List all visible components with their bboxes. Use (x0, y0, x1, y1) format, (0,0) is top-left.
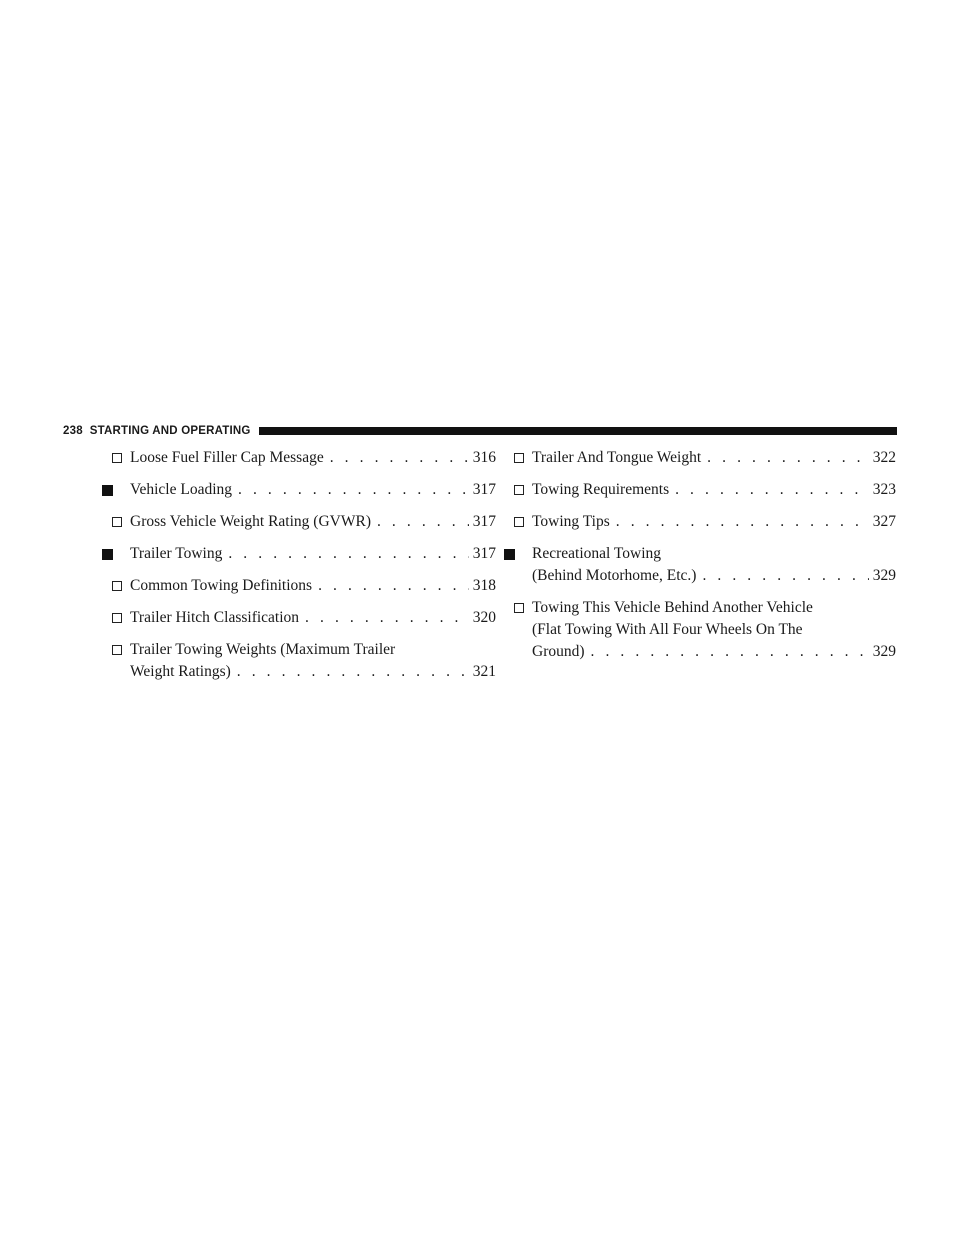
hollow-square-bullet-icon (112, 645, 122, 655)
toc-entry-last-line (130, 661, 496, 683)
toc-entry-title-line: Loose Fuel Filler Cap Message (130, 449, 324, 466)
square-bullet-icon (102, 485, 113, 496)
toc-entry-page-number: 316 (472, 449, 496, 466)
hollow-square-bullet-icon (514, 453, 524, 463)
toc-entry-last-line (130, 511, 496, 533)
toc-entry-last-line (130, 607, 496, 629)
toc-entry-page-number: 317 (472, 513, 496, 530)
hollow-square-bullet-icon (112, 453, 122, 463)
toc-entry[interactable] (106, 511, 496, 533)
dot-leader (616, 511, 869, 533)
toc-entry-title-line: Gross Vehicle Weight Rating (GVWR) (130, 513, 371, 530)
hollow-square-bullet-icon (514, 485, 524, 495)
toc-entry-last-line (532, 511, 896, 533)
toc-entry-title-line: Vehicle Loading (130, 481, 233, 498)
dot-leader (675, 479, 869, 501)
toc-entry-title-line: (Behind Motorhome, Etc.) (532, 567, 697, 584)
toc-entry-title-line: Common Towing Definitions (130, 577, 313, 594)
toc-entry[interactable] (508, 479, 896, 501)
toc-entry-title-line: Recreational Towing (532, 545, 662, 562)
toc-entry-title-line: Towing Requirements (532, 481, 670, 498)
toc-entry[interactable] (508, 543, 896, 587)
dot-leader (305, 607, 469, 629)
toc-entry-last-line (532, 479, 896, 501)
toc-entry-title-line: (Flat Towing With All Four Wheels On The (532, 621, 803, 638)
hollow-square-bullet-icon (112, 517, 122, 527)
toc-entry[interactable] (106, 479, 496, 501)
dot-leader (318, 575, 469, 597)
page-header (63, 423, 897, 439)
hollow-square-bullet-icon (514, 603, 524, 613)
toc-entry-page-number: 322 (872, 449, 896, 466)
dot-leader (707, 447, 869, 469)
square-bullet-icon (102, 549, 113, 560)
toc-entry-last-line (532, 641, 896, 663)
toc-column-left (106, 447, 496, 693)
dot-leader (330, 447, 469, 469)
toc-entry-page-number: 321 (472, 663, 496, 680)
toc-entry-page-number: 329 (872, 567, 896, 584)
dot-leader (237, 661, 469, 683)
toc-entry-last-line (130, 543, 496, 565)
toc-entry-title-line: Weight Ratings) (130, 663, 231, 680)
toc-entry-page-number: 318 (472, 577, 496, 594)
page-number: 238 (63, 425, 83, 437)
toc-entry-title-line: Ground) (532, 643, 585, 660)
toc-entry-page-number: 317 (472, 545, 496, 562)
toc-entry[interactable] (106, 543, 496, 565)
toc-entry-page-number: 317 (472, 481, 496, 498)
toc-entry[interactable] (508, 447, 896, 469)
dot-leader (377, 511, 469, 533)
toc-entry-last-line (130, 479, 496, 501)
toc-entry[interactable] (106, 639, 496, 683)
toc-entry-page-number: 320 (472, 609, 496, 626)
toc-column-right (508, 447, 896, 673)
toc-entry-last-line (130, 575, 496, 597)
dot-leader (702, 565, 868, 587)
header-rule (259, 427, 897, 435)
toc-entry[interactable] (508, 597, 896, 663)
square-bullet-icon (504, 549, 515, 560)
toc-entry-title-line: Towing This Vehicle Behind Another Vehicle (532, 599, 813, 616)
toc-entry-title-line: Trailer Hitch Classification (130, 609, 300, 626)
toc-entry-last-line (532, 447, 896, 469)
toc-entry[interactable] (106, 447, 496, 469)
section-title: STARTING AND OPERATING (89, 425, 251, 437)
hollow-square-bullet-icon (112, 581, 122, 591)
toc-entry-title-line: Trailer Towing Weights (Maximum Trailer (130, 641, 396, 658)
toc-entry-title-line: Trailer Towing (130, 545, 223, 562)
toc-entry-page-number: 323 (872, 481, 896, 498)
dot-leader (228, 543, 468, 565)
toc-entry-title-line: Trailer And Tongue Weight (532, 449, 702, 466)
toc-entry-title-line: Towing Tips (532, 513, 610, 530)
dot-leader (238, 479, 469, 501)
toc-entry[interactable] (508, 511, 896, 533)
toc-entry-page-number: 329 (872, 643, 896, 660)
hollow-square-bullet-icon (112, 613, 122, 623)
toc-entry-last-line (130, 447, 496, 469)
toc-entry-last-line (532, 565, 896, 587)
toc-entry-page-number: 327 (872, 513, 896, 530)
dot-leader (591, 641, 869, 663)
hollow-square-bullet-icon (514, 517, 524, 527)
toc-entry[interactable] (106, 575, 496, 597)
toc-entry[interactable] (106, 607, 496, 629)
